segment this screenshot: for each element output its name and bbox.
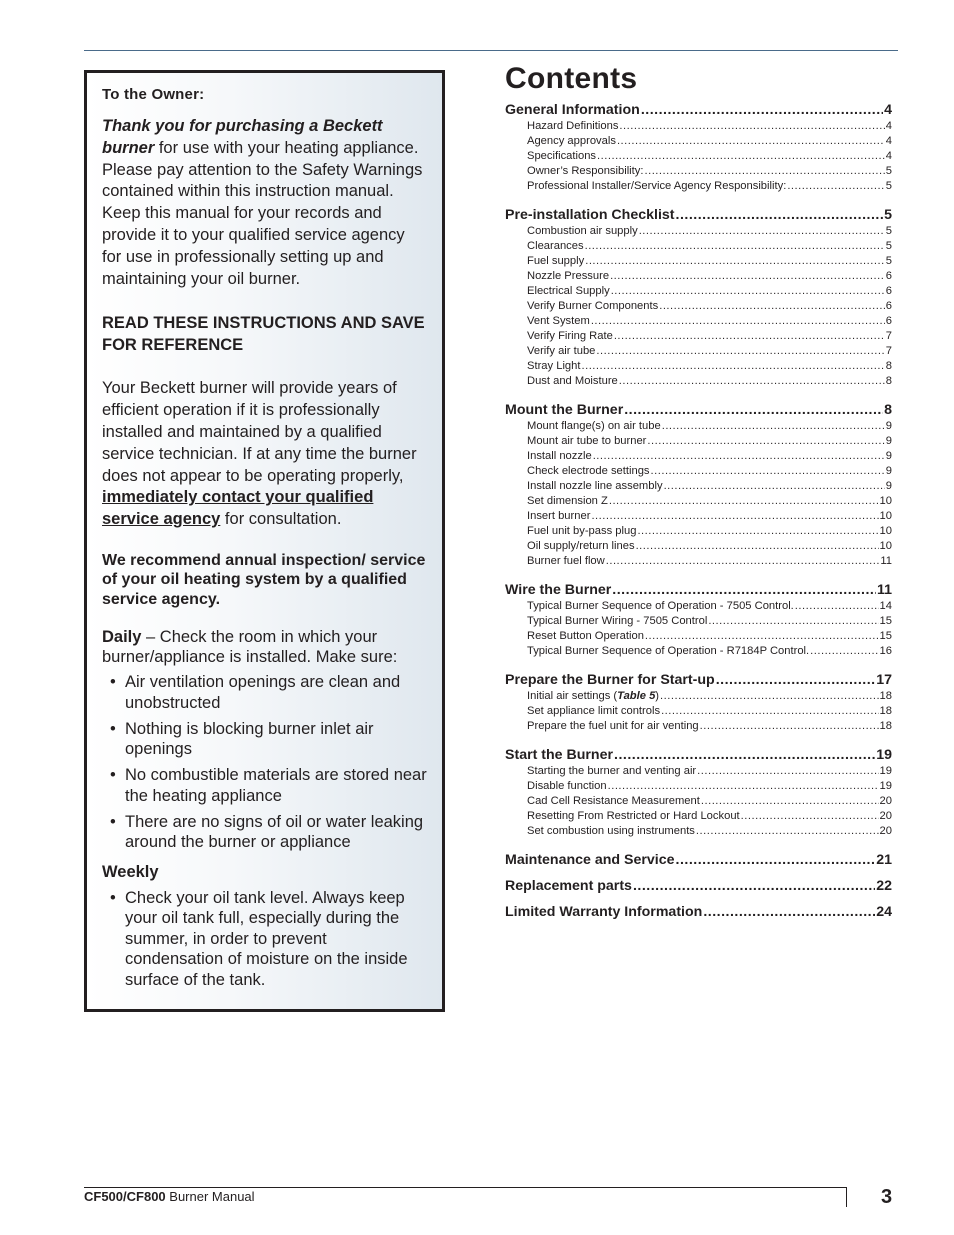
toc-section-heading[interactable] xyxy=(505,903,892,921)
toc-section xyxy=(505,877,892,895)
toc-label: Combustion air supply xyxy=(527,225,638,237)
toc-label: Vent System xyxy=(527,315,590,327)
toc-leader-dots xyxy=(676,206,884,224)
toc-label: Mount air tube to burner xyxy=(527,435,647,447)
toc-leader-dots xyxy=(644,164,884,179)
toc-entry[interactable] xyxy=(505,554,892,569)
toc-page-number: 4 xyxy=(885,135,892,147)
toc-page-number: 5 xyxy=(885,180,892,192)
toc-entry[interactable] xyxy=(505,464,892,479)
toc-section xyxy=(505,206,892,389)
toc-page-number: 11 xyxy=(877,582,892,598)
toc-entry[interactable] xyxy=(505,149,892,164)
toc-label: Typical Burner Sequence of Operation - 7505 Control. xyxy=(527,600,794,612)
toc-page-number: 10 xyxy=(879,510,892,522)
toc-section-heading[interactable] xyxy=(505,851,892,869)
toc-section xyxy=(505,903,892,921)
toc-page-number: 14 xyxy=(879,600,892,612)
footer-model: CF500/CF800 xyxy=(84,1189,166,1204)
toc-page-number: 18 xyxy=(879,705,892,717)
toc-page-number: 20 xyxy=(879,795,892,807)
weekly-item: • Check your oil tank level. Always keep your oil tank full, especially during the summer, in order to prevent condensation of moisture on the inside surface of the tank. xyxy=(102,888,428,991)
toc-entry[interactable] xyxy=(505,719,892,734)
toc-leader-dots xyxy=(619,374,885,389)
toc-label: Stray Light xyxy=(527,360,581,372)
toc-page-number: 19 xyxy=(879,765,892,777)
toc-section-heading[interactable] xyxy=(505,206,892,224)
toc-leader-dots xyxy=(662,419,885,434)
toc-entry[interactable] xyxy=(505,344,892,359)
toc-leader-dots xyxy=(703,903,875,921)
toc-leader-dots xyxy=(611,284,885,299)
toc-page-number: 5 xyxy=(885,165,892,177)
toc-page-number: 10 xyxy=(879,495,892,507)
toc-label: Mount flange(s) on air tube xyxy=(527,420,661,432)
toc-entry[interactable] xyxy=(505,779,892,794)
toc-label: Specifications xyxy=(527,150,597,162)
toc-leader-dots xyxy=(741,809,879,824)
toc-label xyxy=(527,689,659,704)
toc-leader-dots xyxy=(585,239,885,254)
toc-entry[interactable] xyxy=(505,254,892,269)
toc-label: General Information xyxy=(505,102,640,118)
toc-leader-dots xyxy=(641,101,883,119)
toc-leader-dots xyxy=(606,554,880,569)
toc-leader-dots xyxy=(619,119,884,134)
toc-leader-dots xyxy=(660,689,879,704)
toc-entry[interactable] xyxy=(505,314,892,329)
toc-section xyxy=(505,671,892,734)
daily-label: Daily xyxy=(102,628,142,647)
contact-service-agency: immediately contact your qualified service agency xyxy=(102,488,374,529)
toc-label: Oil supply/return lines xyxy=(527,540,635,552)
toc-entry[interactable] xyxy=(505,284,892,299)
toc-entry[interactable] xyxy=(505,449,892,464)
toc-page-number: 7 xyxy=(885,330,892,342)
toc-leader-dots xyxy=(614,329,885,344)
toc-leader-dots xyxy=(661,704,878,719)
toc-page-number: 5 xyxy=(885,240,892,252)
toc-label: Hazard Definitions xyxy=(527,120,619,132)
toc-page-number: 6 xyxy=(885,315,892,327)
toc-label: Install nozzle line assembly xyxy=(527,480,663,492)
daily-item: • There are no signs of oil or water leaking around the burner or appliance xyxy=(102,812,428,853)
toc-page-number: 7 xyxy=(885,345,892,357)
toc-section xyxy=(505,851,892,869)
toc-page-number: 11 xyxy=(880,555,892,567)
toc-entry[interactable] xyxy=(505,179,892,194)
toc-entry[interactable] xyxy=(505,479,892,494)
toc-entry[interactable] xyxy=(505,644,892,659)
toc-page-number: 20 xyxy=(879,825,892,837)
toc-section-heading[interactable] xyxy=(505,101,892,119)
top-rule xyxy=(84,50,898,51)
toc-leader-dots xyxy=(612,581,876,599)
toc-label: Start the Burner xyxy=(505,747,613,763)
toc-page-number: 19 xyxy=(876,747,892,763)
footer-manual-title xyxy=(84,1189,255,1204)
toc-page-number: 9 xyxy=(885,420,892,432)
toc-leader-dots xyxy=(597,149,885,164)
toc-label: Resetting From Restricted or Hard Lockout xyxy=(527,810,740,822)
toc-page-number: 9 xyxy=(885,465,892,477)
weekly-checklist xyxy=(102,888,428,991)
table-of-contents xyxy=(505,101,892,929)
recommend-inspection: We recommend annual inspection/ service of your oil heating system by a qualified service agency. xyxy=(102,551,426,608)
toc-label: Reset Button Operation xyxy=(527,630,644,642)
toc-entry[interactable] xyxy=(505,614,892,629)
toc-leader-dots xyxy=(645,629,879,644)
toc-leader-dots xyxy=(610,269,885,284)
toc-page-number: 4 xyxy=(884,102,892,118)
toc-section-heading[interactable] xyxy=(505,401,892,419)
weekly-label: Weekly xyxy=(102,862,159,881)
toc-page-number: 9 xyxy=(885,435,892,447)
toc-page-number: 20 xyxy=(879,810,892,822)
toc-leader-dots xyxy=(639,224,885,239)
toc-page-number: 16 xyxy=(879,645,892,657)
toc-leader-dots xyxy=(701,794,879,809)
years-text: Your Beckett burner will provide years of efficient operation if it is professionally installed and maintained by a qualified service technician. If at any time the burner does not appear to be operating properly, xyxy=(102,379,417,485)
toc-label: Replacement parts xyxy=(505,878,632,894)
toc-entry[interactable] xyxy=(505,329,892,344)
toc-entry[interactable] xyxy=(505,704,892,719)
toc-page-number: 5 xyxy=(885,255,892,267)
toc-label: Pre-installation Checklist xyxy=(505,207,675,223)
toc-section xyxy=(505,101,892,194)
toc-label: Set dimension Z xyxy=(527,495,608,507)
toc-leader-dots xyxy=(593,449,885,464)
toc-entry[interactable] xyxy=(505,434,892,449)
toc-page-number: 15 xyxy=(879,630,892,642)
toc-section-heading[interactable] xyxy=(505,877,892,895)
toc-label: Electrical Supply xyxy=(527,285,610,297)
toc-label: Verify air tube xyxy=(527,345,596,357)
toc-label-text: Initial air settings ( xyxy=(527,690,618,702)
toc-leader-dots xyxy=(651,464,885,479)
page-number: 3 xyxy=(881,1186,893,1208)
toc-page-number: 6 xyxy=(885,300,892,312)
toc-entry[interactable] xyxy=(505,689,892,704)
toc-section-heading[interactable] xyxy=(505,746,892,764)
toc-leader-dots xyxy=(636,539,879,554)
toc-entry[interactable] xyxy=(505,119,892,134)
toc-page-number: 9 xyxy=(885,480,892,492)
toc-leader-dots xyxy=(585,254,885,269)
toc-label: Agency approvals xyxy=(527,135,616,147)
toc-entry[interactable] xyxy=(505,494,892,509)
toc-section xyxy=(505,581,892,659)
toc-label: Professional Installer/Service Agency Responsibility: xyxy=(527,180,787,192)
toc-leader-dots xyxy=(787,179,884,194)
toc-leader-dots xyxy=(716,671,876,689)
toc-label: Typical Burner Sequence of Operation - R7184P Control. xyxy=(527,645,810,657)
toc-entry[interactable] xyxy=(505,299,892,314)
toc-section-heading[interactable] xyxy=(505,671,892,689)
toc-entry[interactable] xyxy=(505,164,892,179)
toc-leader-dots xyxy=(697,764,878,779)
toc-leader-dots xyxy=(624,401,883,419)
daily-item: • No combustible materials are stored near the heating appliance xyxy=(102,765,428,806)
daily-paragraph xyxy=(102,627,428,667)
toc-leader-dots xyxy=(591,509,878,524)
toc-page-number: 18 xyxy=(879,720,892,732)
toc-leader-dots xyxy=(700,719,879,734)
toc-label: Verify Burner Components xyxy=(527,300,659,312)
toc-page-number: 4 xyxy=(885,150,892,162)
daily-item: • Nothing is blocking burner inlet air openings xyxy=(102,719,428,760)
toc-page-number: 21 xyxy=(876,852,892,868)
toc-entry[interactable] xyxy=(505,524,892,539)
toc-label: Prepare the Burner for Start-up xyxy=(505,672,715,688)
toc-section-heading[interactable] xyxy=(505,581,892,599)
toc-leader-dots xyxy=(676,851,876,869)
toc-label: Clearances xyxy=(527,240,584,252)
toc-label: Cad Cell Resistance Measurement xyxy=(527,795,700,807)
owner-intro xyxy=(102,116,428,290)
toc-label: Typical Burner Wiring - 7505 Control xyxy=(527,615,708,627)
read-instructions-heading: READ THESE INSTRUCTIONS AND SAVE FOR REFERENCE xyxy=(102,314,425,355)
toc-page-number: 15 xyxy=(879,615,892,627)
toc-entry[interactable] xyxy=(505,509,892,524)
toc-page-number: 10 xyxy=(879,540,892,552)
toc-page-number: 8 xyxy=(885,360,892,372)
toc-label: Starting the burner and venting air xyxy=(527,765,697,777)
toc-leader-dots xyxy=(647,434,884,449)
toc-label-emphasis: Table 5 xyxy=(617,690,656,702)
toc-leader-dots xyxy=(591,314,885,329)
toc-page-number: 5 xyxy=(884,207,892,223)
toc-leader-dots xyxy=(608,779,879,794)
years-paragraph xyxy=(102,378,428,531)
toc-page-number: 19 xyxy=(879,780,892,792)
toc-entry[interactable] xyxy=(505,269,892,284)
toc-entry[interactable] xyxy=(505,794,892,809)
daily-text: – Check the room in which your burner/appliance is installed. Make sure: xyxy=(102,628,398,667)
toc-section xyxy=(505,401,892,569)
toc-label: Limited Warranty Information xyxy=(505,904,703,920)
owner-intro-text: for use with your heating appliance. Please pay attention to the Safety Warnings contained within this instruction manual. Keep this manual for your records and provide it to your qualified service agency for use in professionally setting up and maintaining your oil burner. xyxy=(102,138,423,288)
toc-label: Set appliance limit controls xyxy=(527,705,661,717)
toc-label: Disable function xyxy=(527,780,607,792)
toc-leader-dots xyxy=(664,479,885,494)
toc-page-number: 10 xyxy=(879,525,892,537)
toc-label: Check electrode settings xyxy=(527,465,650,477)
toc-label: Maintenance and Service xyxy=(505,852,675,868)
toc-label: Nozzle Pressure xyxy=(527,270,610,282)
toc-page-number: 6 xyxy=(885,270,892,282)
toc-label: Insert burner xyxy=(527,510,591,522)
consultation-text: for consultation. xyxy=(220,510,342,529)
toc-page-number: 24 xyxy=(876,904,892,920)
toc-label-tail: ) xyxy=(655,690,660,702)
toc-leader-dots xyxy=(708,614,878,629)
toc-page-number: 8 xyxy=(884,402,892,418)
toc-label: Install nozzle xyxy=(527,450,592,462)
owner-intro-emphasis: Thank you for purchasing a Beckett burner xyxy=(102,117,383,157)
owner-notice-box xyxy=(84,70,445,1012)
toc-entry[interactable] xyxy=(505,539,892,554)
toc-page-number: 5 xyxy=(885,225,892,237)
toc-entry[interactable] xyxy=(505,764,892,779)
footer-divider xyxy=(846,1187,847,1207)
toc-leader-dots xyxy=(614,746,875,764)
toc-label: Burner fuel flow xyxy=(527,555,605,567)
toc-entry[interactable] xyxy=(505,134,892,149)
owner-heading: To the Owner: xyxy=(102,86,205,103)
toc-page-number: 18 xyxy=(879,690,892,702)
toc-entry[interactable] xyxy=(505,809,892,824)
footer-manual: Burner Manual xyxy=(165,1189,255,1204)
toc-page-number: 4 xyxy=(885,120,892,132)
toc-label: Dust and Moisture xyxy=(527,375,618,387)
toc-entry[interactable] xyxy=(505,419,892,434)
toc-label: Mount the Burner xyxy=(505,402,624,418)
toc-section xyxy=(505,746,892,839)
toc-leader-dots xyxy=(795,599,879,614)
toc-leader-dots xyxy=(596,344,884,359)
toc-page-number: 8 xyxy=(885,375,892,387)
daily-checklist xyxy=(102,672,428,853)
toc-label: Fuel unit by-pass plug xyxy=(527,525,637,537)
toc-entry[interactable] xyxy=(505,239,892,254)
footer-rule xyxy=(84,1187,846,1188)
toc-leader-dots xyxy=(609,494,879,509)
toc-entry[interactable] xyxy=(505,359,892,374)
toc-entry[interactable] xyxy=(505,374,892,389)
toc-label: Verify Firing Rate xyxy=(527,330,613,342)
toc-label: Prepare the fuel unit for air venting xyxy=(527,720,699,732)
toc-page-number: 22 xyxy=(876,878,892,894)
toc-leader-dots xyxy=(696,824,879,839)
toc-page-number: 17 xyxy=(876,672,892,688)
toc-leader-dots xyxy=(633,877,875,895)
daily-item: • Air ventilation openings are clean and unobstructed xyxy=(102,672,428,713)
toc-label: Owner’s Responsibility: xyxy=(527,165,644,177)
toc-leader-dots xyxy=(617,134,885,149)
contents-title: Contents xyxy=(505,62,638,95)
toc-label: Set combustion using instruments xyxy=(527,825,695,837)
toc-entry[interactable] xyxy=(505,599,892,614)
toc-leader-dots xyxy=(810,644,878,659)
toc-entry[interactable] xyxy=(505,824,892,839)
toc-leader-dots xyxy=(581,359,884,374)
toc-label: Wire the Burner xyxy=(505,582,612,598)
toc-entry[interactable] xyxy=(505,629,892,644)
toc-leader-dots xyxy=(637,524,878,539)
toc-page-number: 9 xyxy=(885,450,892,462)
toc-label: Fuel supply xyxy=(527,255,585,267)
toc-page-number: 6 xyxy=(885,285,892,297)
toc-leader-dots xyxy=(659,299,885,314)
toc-entry[interactable] xyxy=(505,224,892,239)
